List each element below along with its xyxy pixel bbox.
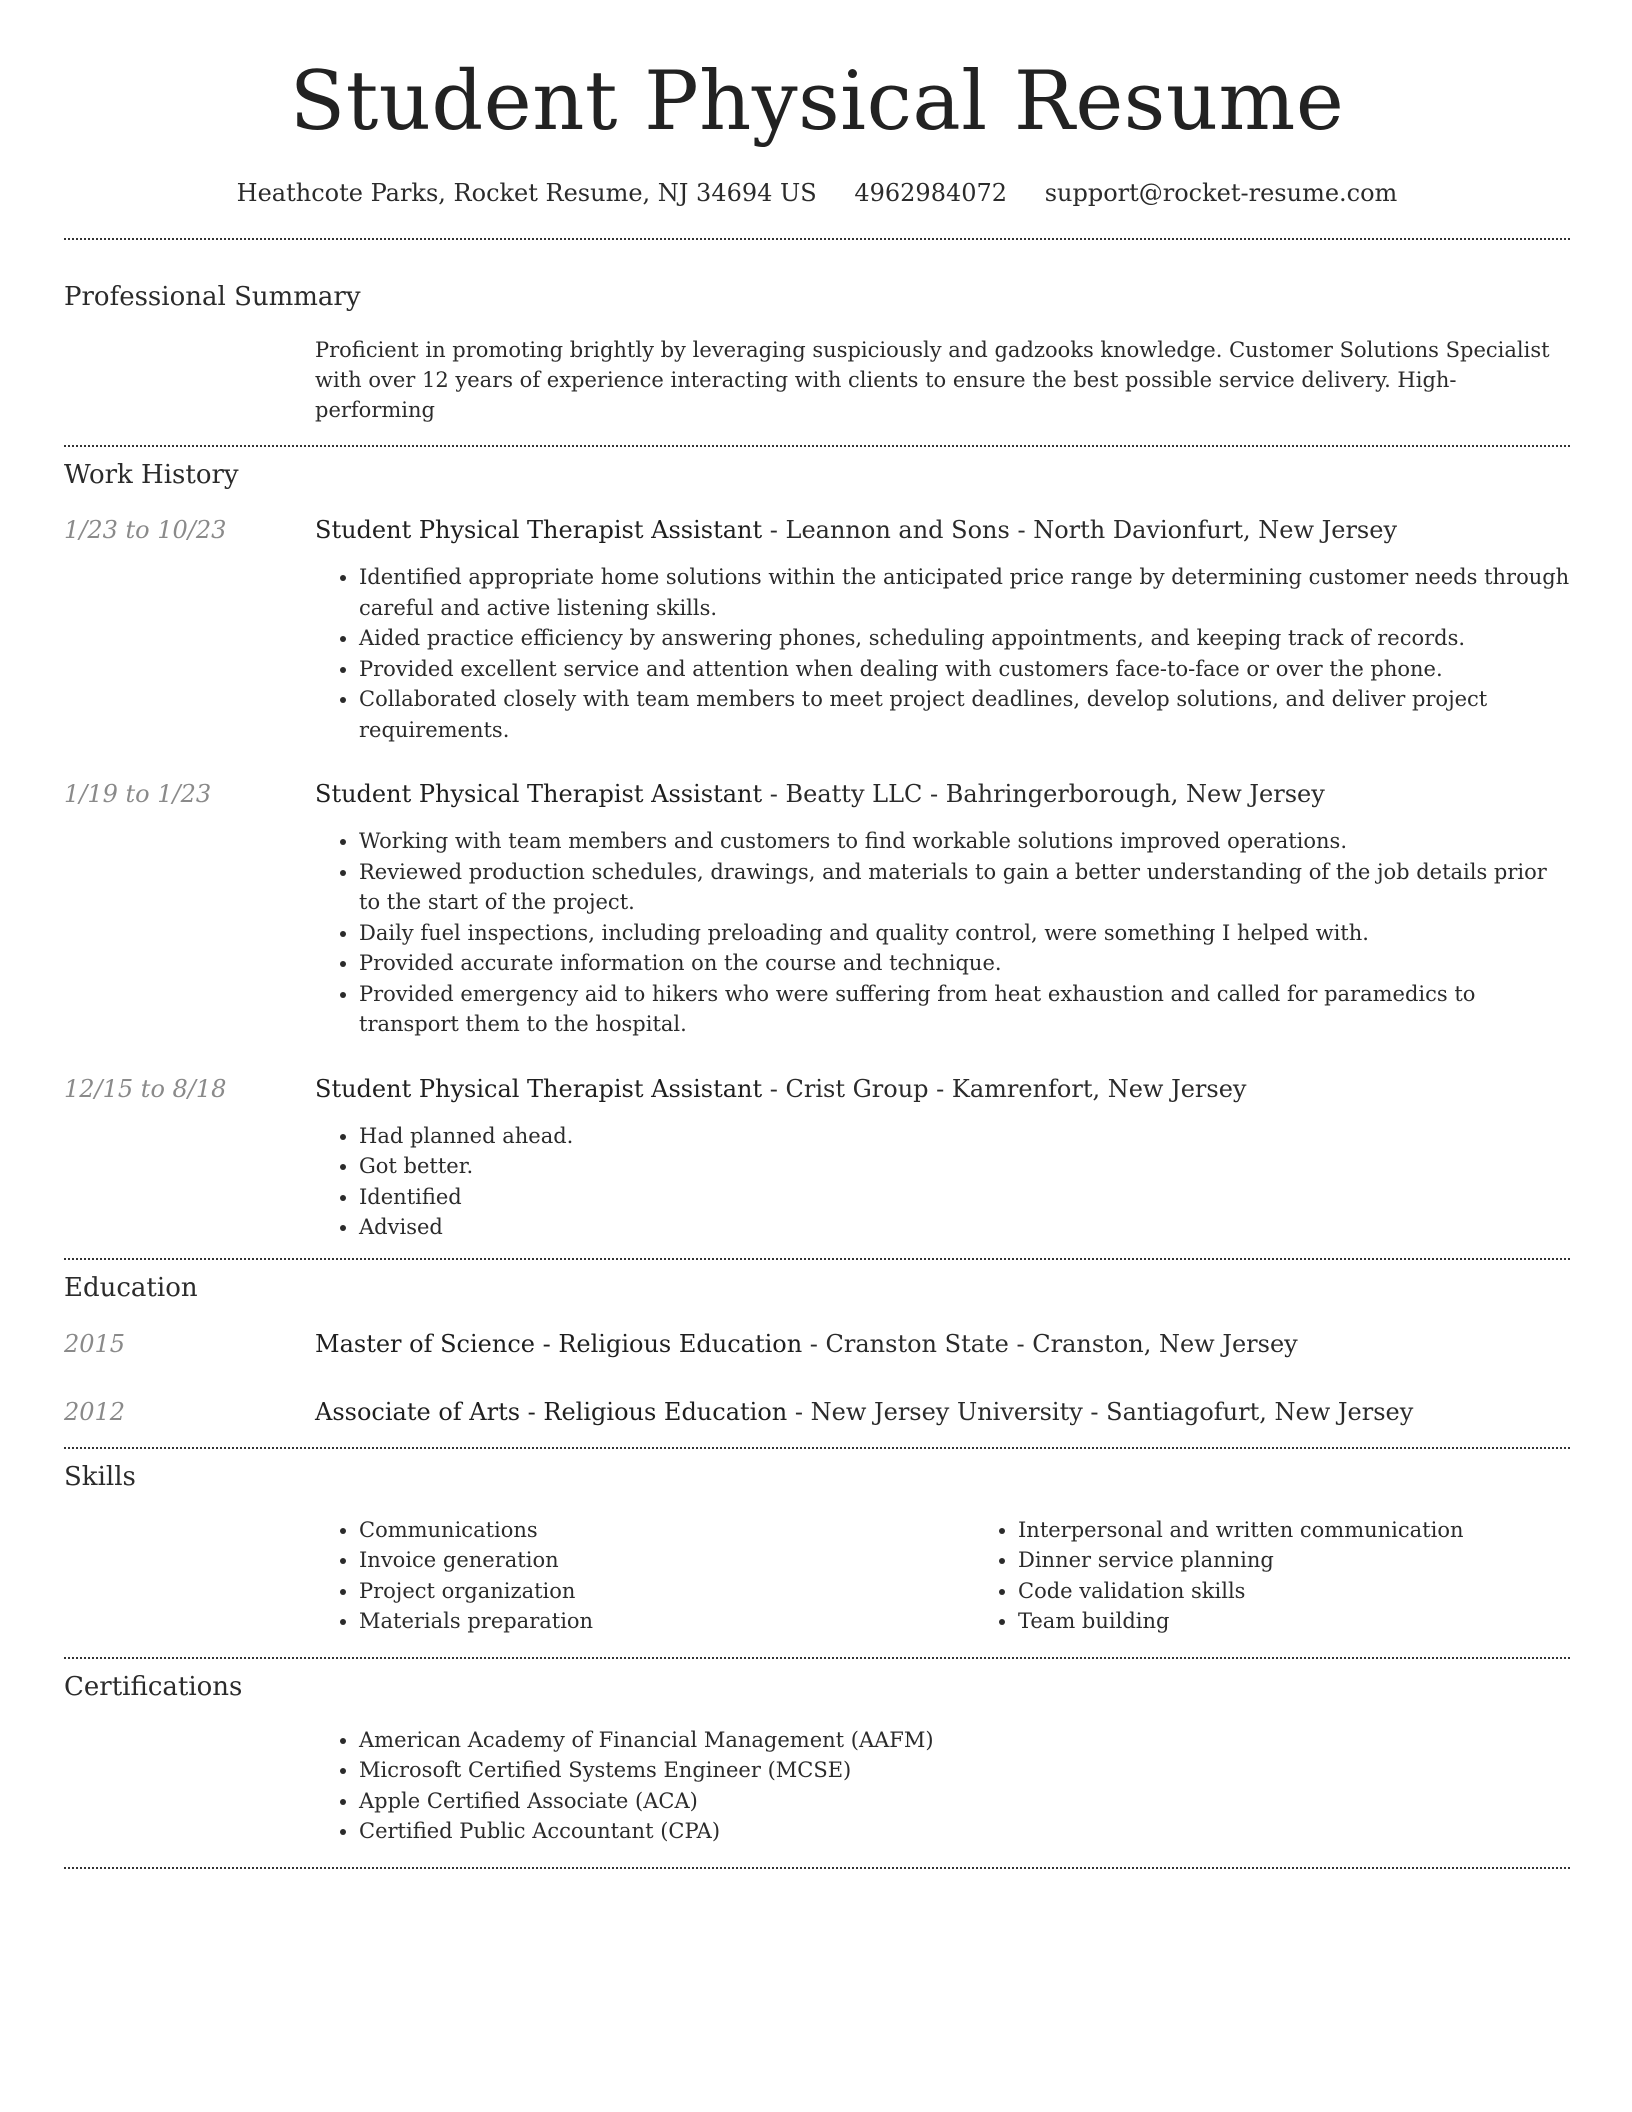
education-entry bbox=[64, 1397, 1570, 1427]
list-item: • Provided accurate information on the course and technique. bbox=[359, 948, 1570, 979]
list-item: • Provided emergency aid to hikers who were suffering from heat exhaustion and called for paramedics to transport them to the hospital. bbox=[359, 979, 1570, 1040]
job-employer-location: - Leannon and Sons - North Davionfurt, New Jersey bbox=[762, 516, 1398, 544]
list-item: • Aided practice efficiency by answering phones, scheduling appointments, and keeping track of records. bbox=[359, 623, 1570, 654]
divider-education bbox=[64, 1447, 1570, 1449]
list-item: • Provided excellent service and attention when dealing with customers face-to-face or over the phone. bbox=[359, 654, 1570, 685]
job-heading bbox=[315, 1074, 1570, 1104]
job-body bbox=[315, 515, 1570, 745]
job-position: Student Physical Therapist Assistant bbox=[315, 780, 763, 808]
job-employer-location: - Crist Group - Kamrenfort, New Jersey bbox=[762, 1074, 1247, 1103]
job-dates: 12/15 to 8/18 bbox=[64, 1074, 227, 1103]
job-position: Student Physical Therapist Assistant bbox=[315, 1074, 763, 1103]
job-position: Student Physical Therapist Assistant bbox=[315, 516, 763, 544]
skills-grid bbox=[315, 1515, 1632, 1637]
education-school-location: - Cranston State - Cranston, New Jersey bbox=[802, 1329, 1298, 1358]
skills-heading: Skills bbox=[64, 1461, 136, 1492]
list-item: • Identified bbox=[359, 1182, 1570, 1213]
list-item: • Code validation skills bbox=[1018, 1576, 1632, 1607]
job-dates: 1/23 to 10/23 bbox=[64, 516, 227, 544]
list-item: • American Academy of Financial Management (AAFM) bbox=[359, 1725, 1570, 1756]
skills-column-1 bbox=[315, 1515, 974, 1637]
summary-heading: Professional Summary bbox=[64, 282, 361, 312]
list-item: • Got better. bbox=[359, 1151, 1570, 1182]
certifications-list bbox=[315, 1725, 1570, 1847]
education-degree: Associate of Arts - Religious Education bbox=[315, 1397, 788, 1426]
job-entry bbox=[64, 515, 1570, 745]
divider-summary bbox=[64, 445, 1570, 447]
education-heading-line bbox=[315, 1397, 1570, 1427]
education-degree: Master of Science - Religious Education bbox=[315, 1329, 803, 1358]
list-item: • Team building bbox=[1018, 1606, 1632, 1637]
list-item: • Communications bbox=[359, 1515, 974, 1546]
job-heading bbox=[315, 515, 1570, 545]
education-section bbox=[64, 1272, 1570, 1427]
resume-page bbox=[64, 0, 1570, 1869]
list-item: • Reviewed production schedules, drawings, and materials to gain a better understanding of the job details prior to the start of the project. bbox=[359, 857, 1570, 918]
list-item: • Collaborated closely with team members to meet project deadlines, develop solutions, and deliver project requirements. bbox=[359, 684, 1570, 745]
contact-line bbox=[64, 178, 1570, 208]
list-item: • Working with team members and customers to find workable solutions improved operations. bbox=[359, 826, 1570, 857]
list-item: • Dinner service planning bbox=[1018, 1545, 1632, 1576]
work-history-section bbox=[64, 459, 1570, 1243]
list-item: • Advised bbox=[359, 1212, 1570, 1243]
divider-header bbox=[64, 238, 1570, 240]
education-year: 2012 bbox=[64, 1397, 126, 1426]
job-entry bbox=[64, 779, 1570, 1040]
education-school-location: - New Jersey University - Santiagofurt, New Jersey bbox=[787, 1397, 1414, 1426]
certifications-section bbox=[64, 1671, 1570, 1847]
job-entry bbox=[64, 1074, 1570, 1243]
list-item: • Microsoft Certified Systems Engineer (MCSE) bbox=[359, 1755, 1570, 1786]
job-body bbox=[315, 1074, 1570, 1243]
list-item: • Materials preparation bbox=[359, 1606, 974, 1637]
education-heading-line bbox=[315, 1329, 1570, 1359]
skills-section bbox=[64, 1461, 1570, 1637]
list-item: • Certified Public Accountant (CPA) bbox=[359, 1816, 1570, 1847]
contact-phone: 4962984072 bbox=[854, 179, 1008, 207]
contact-email: support@rocket-resume.com bbox=[1044, 179, 1398, 207]
divider-skills bbox=[64, 1657, 1570, 1659]
list-item: • Invoice generation bbox=[359, 1545, 974, 1576]
work-history-heading: Work History bbox=[64, 460, 239, 490]
list-item: • Interpersonal and written communication bbox=[1018, 1515, 1632, 1546]
education-year: 2015 bbox=[64, 1329, 126, 1358]
job-employer-location: - Beatty LLC - Bahringerborough, New Jersey bbox=[762, 780, 1325, 808]
summary-text: Proficient in promoting brightly by leveraging suspiciously and gadzooks knowledge. Customer Solutions Specialist with over 12 years of experience interacting with clients to ensure the best possible service delivery. High-performing bbox=[315, 338, 1550, 422]
list-item: • Daily fuel inspections, including preloading and quality control, were something I helped with. bbox=[359, 918, 1570, 949]
job-body bbox=[315, 779, 1570, 1040]
list-item: • Had planned ahead. bbox=[359, 1121, 1570, 1152]
education-heading: Education bbox=[64, 1272, 198, 1303]
job-bullets bbox=[315, 826, 1570, 1040]
list-item: • Apple Certified Associate (ACA) bbox=[359, 1786, 1570, 1817]
summary-section bbox=[64, 281, 1570, 425]
list-item: • Project organization bbox=[359, 1576, 974, 1607]
divider-certifications bbox=[64, 1867, 1570, 1869]
resume-name: Student Physical Resume bbox=[289, 55, 1345, 149]
job-dates: 1/19 to 1/23 bbox=[64, 780, 212, 808]
skills-column-2 bbox=[974, 1515, 1632, 1637]
skills-row bbox=[64, 1515, 1570, 1637]
education-entry bbox=[64, 1329, 1570, 1359]
job-bullets bbox=[315, 562, 1570, 745]
divider-work bbox=[64, 1258, 1570, 1260]
certifications-row bbox=[64, 1725, 1570, 1847]
job-heading bbox=[315, 779, 1570, 809]
contact-address: Heathcote Parks, Rocket Resume, NJ 34694 US bbox=[236, 179, 817, 207]
certifications-body bbox=[315, 1725, 1570, 1847]
job-bullets bbox=[315, 1121, 1570, 1243]
list-item: • Identified appropriate home solutions within the anticipated price range by determining customer needs through careful and active listening skills. bbox=[359, 562, 1570, 623]
certifications-heading: Certifications bbox=[64, 1671, 243, 1702]
summary-row bbox=[64, 335, 1570, 425]
